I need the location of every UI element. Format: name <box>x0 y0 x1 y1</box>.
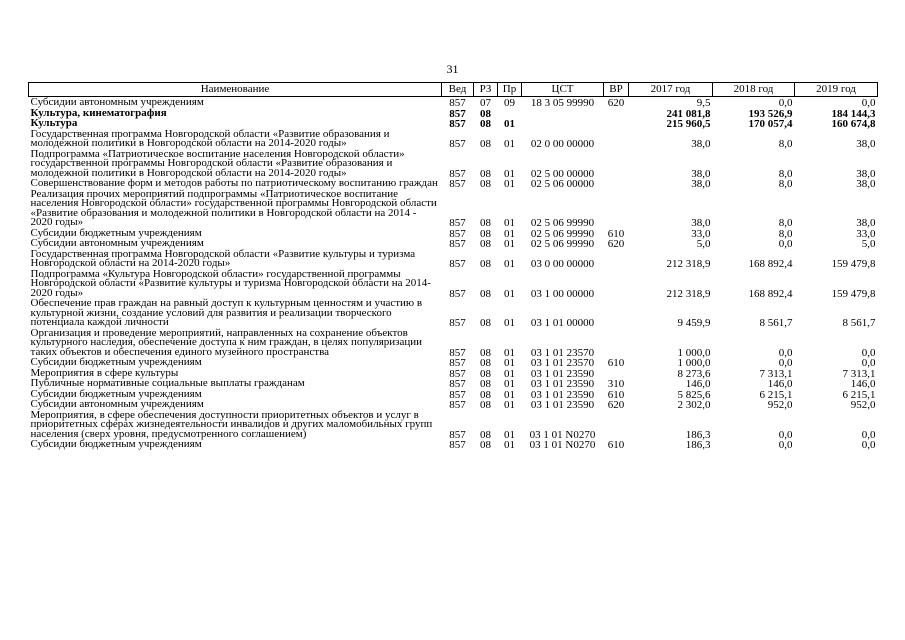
row-ved: 857 <box>449 399 466 411</box>
row-ved: 857 <box>449 167 466 180</box>
table-row <box>29 150 878 180</box>
row-rz: 08 <box>480 357 491 369</box>
row-pr: 01 <box>504 178 515 190</box>
row-amount-2019: 38,0 <box>856 178 876 190</box>
row-pr: 01 <box>504 439 515 451</box>
row-amount-2019: 0,0 <box>861 346 876 359</box>
row-name: Субсидии бюджетным учреждениям <box>30 387 202 400</box>
row-amount-2018: 8 561,7 <box>759 317 793 329</box>
row-ved: 857 <box>449 317 466 329</box>
row-amount-2019: 146,0 <box>850 378 876 390</box>
row-rz: 08 <box>480 399 491 411</box>
row-amount-2019: 33,0 <box>856 227 876 240</box>
row-name: Государственная программа Новгородской области «Развитие культуры и туризма Новгородской области на 2014-2020 годы» <box>30 247 416 269</box>
row-ved: 857 <box>449 178 466 190</box>
row-amount-2019: 38,0 <box>856 167 876 180</box>
row-amount-2017: 38,0 <box>691 167 711 180</box>
row-cst: 03 1 01 23570 <box>530 346 595 359</box>
row-amount-2017: 5,0 <box>696 238 711 250</box>
row-ved: 857 <box>449 138 466 150</box>
row-pr: 01 <box>504 217 515 229</box>
row-ved: 857 <box>449 107 466 120</box>
row-amount-2017: 212 318,9 <box>666 287 711 300</box>
row-pr: 01 <box>504 428 515 441</box>
row-ved: 857 <box>449 357 466 369</box>
row-cst: 03 1 01 23570 <box>530 357 595 369</box>
row-amount-2019: 0,0 <box>861 357 876 369</box>
row-rz: 08 <box>480 178 491 190</box>
row-cst: 03 1 01 23590 <box>530 378 595 390</box>
row-rz: 08 <box>480 317 491 329</box>
row-amount-2019: 160 674,8 <box>831 118 876 130</box>
row-pr: 01 <box>504 378 515 390</box>
row-amount-2018: 8,0 <box>778 167 793 180</box>
row-pr: 01 <box>504 399 515 411</box>
table-row <box>29 411 878 441</box>
table-row <box>29 299 878 329</box>
row-name: Субсидии автономным учреждениям <box>30 398 204 410</box>
row-rz: 08 <box>480 439 491 451</box>
row-vr <box>604 411 629 441</box>
row-name: Публичные нормативные социальные выплаты гражданам <box>30 377 305 389</box>
row-vr: 610 <box>607 388 625 401</box>
row-name: Субсидии бюджетным учреждениям <box>30 438 202 450</box>
row-pr: 01 <box>504 138 515 150</box>
row-rz: 08 <box>480 167 491 180</box>
row-ved: 857 <box>449 227 466 240</box>
budget-sheet <box>28 82 877 451</box>
row-cst: 02 5 06 99990 <box>530 217 595 229</box>
table-row <box>29 270 878 300</box>
budget-table <box>28 82 878 451</box>
row-ved: 857 <box>449 118 466 130</box>
row-cst <box>522 119 604 130</box>
header-vr: ВР <box>604 83 629 97</box>
row-ved: 857 <box>449 346 466 359</box>
row-vr: 310 <box>607 378 625 390</box>
row-amount-2018: 952,0 <box>767 399 793 411</box>
row-amount-2019: 952,0 <box>850 399 876 411</box>
table-body <box>29 97 878 451</box>
row-rz: 08 <box>480 428 491 441</box>
table-row <box>29 329 878 359</box>
row-name: Обеспечение прав граждан на равный доступ к культурным ценностям и участию в культурной жизни, создание условий для развития и реализации творческого потенциала каждой личности <box>30 297 423 328</box>
row-amount-2018: 8,0 <box>778 217 793 229</box>
row-rz: 08 <box>480 238 491 250</box>
row-pr: 01 <box>504 346 515 359</box>
row-pr: 01 <box>504 227 515 240</box>
row-pr: 01 <box>504 258 515 270</box>
row-ved: 857 <box>449 439 466 451</box>
row-vr <box>604 119 629 130</box>
row-amount-2017: 186,3 <box>685 428 711 441</box>
row-ved: 857 <box>449 258 466 270</box>
page-number: 31 <box>446 62 459 76</box>
row-amount-2017: 9 459,9 <box>677 317 711 329</box>
row-amount-2017: 9,5 <box>696 97 711 109</box>
row-rz: 08 <box>480 118 491 130</box>
row-name: Культура <box>30 117 78 129</box>
row-pr: 01 <box>504 388 515 401</box>
row-amount-2017: 38,0 <box>691 138 711 150</box>
row-amount-2018: 0,0 <box>778 428 793 441</box>
row-name: Субсидии бюджетным учреждениям <box>30 356 202 368</box>
row-amount-2019: 159 479,8 <box>831 258 876 270</box>
row-amount-2019: 6 215,1 <box>842 388 876 401</box>
row-vr: 610 <box>607 227 625 240</box>
row-amount-2018: 0,0 <box>778 238 793 250</box>
row-pr: 01 <box>504 287 515 300</box>
row-amount-2017: 186,3 <box>685 439 711 451</box>
row-amount-2018: 8,0 <box>778 138 793 150</box>
row-vr: 610 <box>607 357 625 369</box>
row-rz: 08 <box>480 378 491 390</box>
row-amount-2019: 7 313,1 <box>842 367 876 380</box>
row-ved: 857 <box>449 238 466 250</box>
row-amount-2018: 8,0 <box>778 227 793 240</box>
row-amount-2018: 168 892,4 <box>748 287 793 300</box>
row-rz: 08 <box>480 346 491 359</box>
row-amount-2018: 8,0 <box>778 178 793 190</box>
row-amount-2017: 33,0 <box>691 227 711 240</box>
row-name: Реализация прочих мероприятий подпрограммы «Патриотическое воспитание населения Новгородской области» государственной программы Новгородской области «Развитие образования и молодежной политики в Новгородской области на 2014 - 2020 годы» <box>30 187 437 228</box>
row-pr: 01 <box>504 238 515 250</box>
row-pr: 01 <box>504 317 515 329</box>
row-ved: 857 <box>449 388 466 401</box>
row-name: Подпрограмма «Патриотическое воспитание населения Новгородской области» государственной программы Новгородской области «Развитие образования и молодежной политики в Новгородской области на 2014-2020 годы» <box>30 147 405 179</box>
row-rz: 08 <box>480 107 491 120</box>
row-pr: 09 <box>504 97 515 109</box>
header-rz: РЗ <box>474 83 498 97</box>
row-ved: 857 <box>449 287 466 300</box>
row-name: Совершенствование форм и методов работы по патриотическому воспитанию граждан <box>30 177 438 189</box>
row-cst: 03 1 01 N0270 <box>529 428 596 441</box>
row-amount-2017: 8 273,6 <box>677 367 711 380</box>
row-vr <box>604 190 629 229</box>
row-cst: 02 5 06 99990 <box>530 227 595 240</box>
row-cst: 02 5 06 99990 <box>530 238 595 250</box>
header-2019: 2019 год <box>795 83 878 97</box>
row-amount-2017: 215 960,5 <box>666 118 711 130</box>
row-name: Подпрограмма «Культура Новгородской области» государственной программы Новгородской области «Развитие культуры и туризма Новгородской области на 2014-2020 годы» <box>30 267 431 299</box>
row-vr: 620 <box>607 238 625 250</box>
row-cst: 18 3 05 99990 <box>530 97 595 109</box>
row-amount-2019: 0,0 <box>861 439 876 451</box>
row-vr <box>604 179 629 190</box>
row-ved: 857 <box>449 378 466 390</box>
row-cst <box>522 109 604 120</box>
header-2017: 2017 год <box>629 83 713 97</box>
table-row <box>29 130 878 150</box>
row-rz: 08 <box>480 138 491 150</box>
row-pr: 01 <box>504 118 515 130</box>
row-amount-2018: 193 526,9 <box>748 107 793 120</box>
row-vr <box>604 299 629 329</box>
row-rz: 08 <box>480 287 491 300</box>
row-amount-2017: 38,0 <box>691 217 711 229</box>
header-name: Наименование <box>29 83 442 97</box>
row-cst: 02 5 00 00000 <box>530 167 595 180</box>
row-amount-2018: 0,0 <box>778 357 793 369</box>
row-cst: 03 1 01 23590 <box>530 399 595 411</box>
row-cst: 03 1 01 N0270 <box>529 439 596 451</box>
row-name: Мероприятия, в сфере обеспечения доступности приоритетных объектов и услуг в приоритетных сферах жизнедеятельности инвалидов и других маломобильных групп населения (сверх уровня, предусмотренного соглашением) <box>30 408 433 440</box>
row-amount-2017: 212 318,9 <box>666 258 711 270</box>
row-amount-2019: 0,0 <box>861 428 876 441</box>
row-name: Субсидии бюджетным учреждениям <box>30 226 202 239</box>
row-amount-2019: 38,0 <box>856 217 876 229</box>
row-cst: 03 1 01 23590 <box>530 367 595 380</box>
header-2018: 2018 год <box>713 83 795 97</box>
row-cst: 02 0 00 00000 <box>530 138 595 150</box>
row-name: Государственная программа Новгородской области «Развитие образования и молодежной политики в Новгородской области на 2014-2020 годы» <box>30 127 390 149</box>
header-cst: ЦСТ <box>522 83 604 97</box>
table-row <box>29 250 878 270</box>
row-amount-2018: 0,0 <box>778 97 793 109</box>
row-amount-2019: 0,0 <box>861 97 876 109</box>
row-amount-2017: 146,0 <box>685 378 711 390</box>
row-cst: 03 1 01 23590 <box>530 388 595 401</box>
row-amount-2019: 159 479,8 <box>831 287 876 300</box>
row-vr: 620 <box>607 399 625 411</box>
row-amount-2019: 184 144,3 <box>831 107 876 120</box>
row-vr <box>604 150 629 180</box>
row-cst: 02 5 06 00000 <box>530 178 595 190</box>
header-pr: Пр <box>498 83 522 97</box>
row-name: Культура, кинематография <box>30 106 167 119</box>
row-amount-2017: 1 000,0 <box>677 357 711 369</box>
row-amount-2017: 2 302,0 <box>677 399 711 411</box>
header-ved: Вед <box>442 83 474 97</box>
row-ved: 857 <box>449 97 466 109</box>
row-name: Мероприятия в сфере культуры <box>30 366 179 379</box>
row-amount-2018: 7 313,1 <box>759 367 793 380</box>
row-vr <box>604 250 629 270</box>
row-amount-2017: 5 825,6 <box>677 388 711 401</box>
row-ved: 857 <box>449 367 466 380</box>
row-rz: 08 <box>480 367 491 380</box>
row-amount-2018: 170 057,4 <box>748 118 793 130</box>
row-pr: 01 <box>504 367 515 380</box>
row-amount-2019: 38,0 <box>856 138 876 150</box>
row-amount-2017: 38,0 <box>691 178 711 190</box>
row-cst: 03 0 00 00000 <box>530 258 595 270</box>
row-vr <box>604 270 629 300</box>
row-vr <box>604 329 629 359</box>
table-row <box>29 440 878 451</box>
row-vr: 610 <box>607 439 625 451</box>
table-header-row <box>29 83 878 97</box>
row-amount-2017: 241 081,8 <box>666 107 711 120</box>
row-rz: 08 <box>480 258 491 270</box>
row-ved: 857 <box>449 217 466 229</box>
row-name: Субсидии автономным учреждениям <box>30 96 204 108</box>
row-cst: 03 1 01 00000 <box>530 317 595 329</box>
row-rz: 08 <box>480 227 491 240</box>
row-name: Субсидии автономным учреждениям <box>30 237 204 249</box>
row-amount-2018: 6 215,1 <box>759 388 793 401</box>
table-row <box>29 190 878 229</box>
row-rz: 07 <box>480 97 491 109</box>
row-amount-2018: 168 892,4 <box>748 258 793 270</box>
row-vr <box>604 130 629 150</box>
row-amount-2017: 1 000,0 <box>677 346 711 359</box>
row-amount-2019: 8 561,7 <box>842 317 876 329</box>
row-pr: 01 <box>504 167 515 180</box>
row-cst: 03 1 00 00000 <box>530 287 595 300</box>
row-amount-2018: 0,0 <box>778 439 793 451</box>
row-vr: 620 <box>607 97 625 109</box>
row-pr: 01 <box>504 357 515 369</box>
row-ved: 857 <box>449 428 466 441</box>
row-amount-2018: 146,0 <box>767 378 793 390</box>
row-rz: 08 <box>480 388 491 401</box>
row-vr <box>604 109 629 120</box>
row-amount-2019: 5,0 <box>861 238 876 250</box>
row-name: Организация и проведение мероприятий, направленных на сохранение объектов культурного наследия, обеспечение доступа к ним граждан, в целях популяризации таких объектов и обеспечения единого музейного пространства <box>30 326 423 358</box>
row-amount-2018: 0,0 <box>778 346 793 359</box>
row-rz: 08 <box>480 217 491 229</box>
